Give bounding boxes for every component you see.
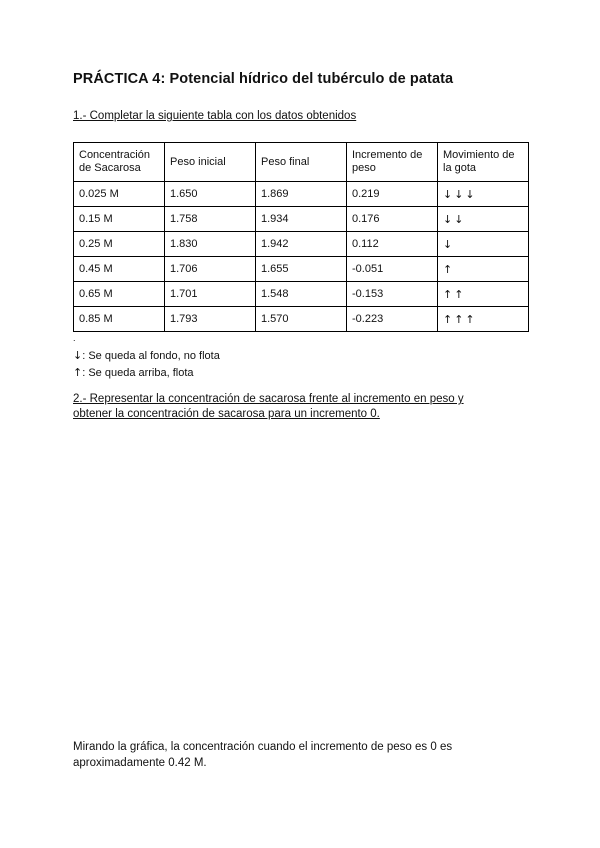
cell-incremento: 0.219 — [347, 182, 438, 207]
cell-incremento: -0.051 — [347, 257, 438, 282]
cell-incremento: 0.112 — [347, 232, 438, 257]
cell-movimiento: ↑↑ — [438, 282, 529, 307]
header-concentracion: Concentración de Sacarosa — [74, 143, 165, 182]
cell-peso-inicial: 1.650 — [165, 182, 256, 207]
cell-peso-inicial: 1.706 — [165, 257, 256, 282]
header-incremento: Incremento de peso — [347, 143, 438, 182]
cell-peso-final: 1.934 — [256, 207, 347, 232]
conclusion-text: Mirando la gráfica, la concentración cuando el incremento de peso es 0 es aproximadamente 0.42 M. — [73, 741, 453, 769]
section-1-heading: 1.- Completar la siguiente tabla con los datos obtenidos — [73, 110, 357, 122]
results-table — [73, 142, 529, 332]
cell-peso-final: 1.570 — [256, 307, 347, 332]
cell-movimiento: ↓ — [438, 232, 529, 257]
cell-peso-final: 1.942 — [256, 232, 347, 257]
table-row — [74, 307, 529, 332]
header-movimiento: Movimiento de la gota — [438, 143, 529, 182]
header-peso-inicial: Peso inicial — [165, 143, 256, 182]
cell-movimiento: ↓↓↓ — [438, 182, 529, 207]
table-row — [74, 232, 529, 257]
table-row — [74, 207, 529, 232]
table-row — [74, 182, 529, 207]
up-arrow-icon: ↑ — [73, 366, 83, 379]
table-header-row — [74, 143, 529, 182]
cell-peso-final: 1.655 — [256, 257, 347, 282]
table-row — [74, 282, 529, 307]
cell-movimiento: ↑ — [438, 257, 529, 282]
stray-dot: . — [73, 333, 76, 343]
cell-peso-inicial: 1.830 — [165, 232, 256, 257]
cell-peso-inicial: 1.793 — [165, 307, 256, 332]
cell-incremento: 0.176 — [347, 207, 438, 232]
cell-peso-inicial: 1.758 — [165, 207, 256, 232]
cell-peso-inicial: 1.701 — [165, 282, 256, 307]
page-title: PRÁCTICA 4: Potencial hídrico del tubérculo de patata — [73, 71, 454, 87]
legend-down-text: : Se queda al fondo, no flota — [82, 350, 220, 362]
table-row — [74, 257, 529, 282]
cell-movimiento: ↓↓ — [438, 207, 529, 232]
header-peso-final: Peso final — [256, 143, 347, 182]
legend-up-text: : Se queda arriba, flota — [82, 367, 194, 379]
cell-movimiento: ↑↑↑ — [438, 307, 529, 332]
cell-concentracion: 0.15 M — [74, 207, 165, 232]
cell-incremento: -0.153 — [347, 282, 438, 307]
cell-peso-final: 1.548 — [256, 282, 347, 307]
cell-incremento: -0.223 — [347, 307, 438, 332]
cell-concentracion: 0.85 M — [74, 307, 165, 332]
cell-concentracion: 0.25 M — [74, 232, 165, 257]
cell-concentracion: 0.45 M — [74, 257, 165, 282]
legend-down — [73, 349, 220, 363]
legend-up — [73, 366, 194, 380]
cell-concentracion: 0.025 M — [74, 182, 165, 207]
down-arrow-icon: ↓ — [73, 349, 83, 362]
cell-peso-final: 1.869 — [256, 182, 347, 207]
cell-concentracion: 0.65 M — [74, 282, 165, 307]
section-2-heading: 2.- Representar la concentración de sacarosa frente al incremento en peso y obtener la concentración de sacarosa para un incremento 0. — [73, 393, 464, 420]
